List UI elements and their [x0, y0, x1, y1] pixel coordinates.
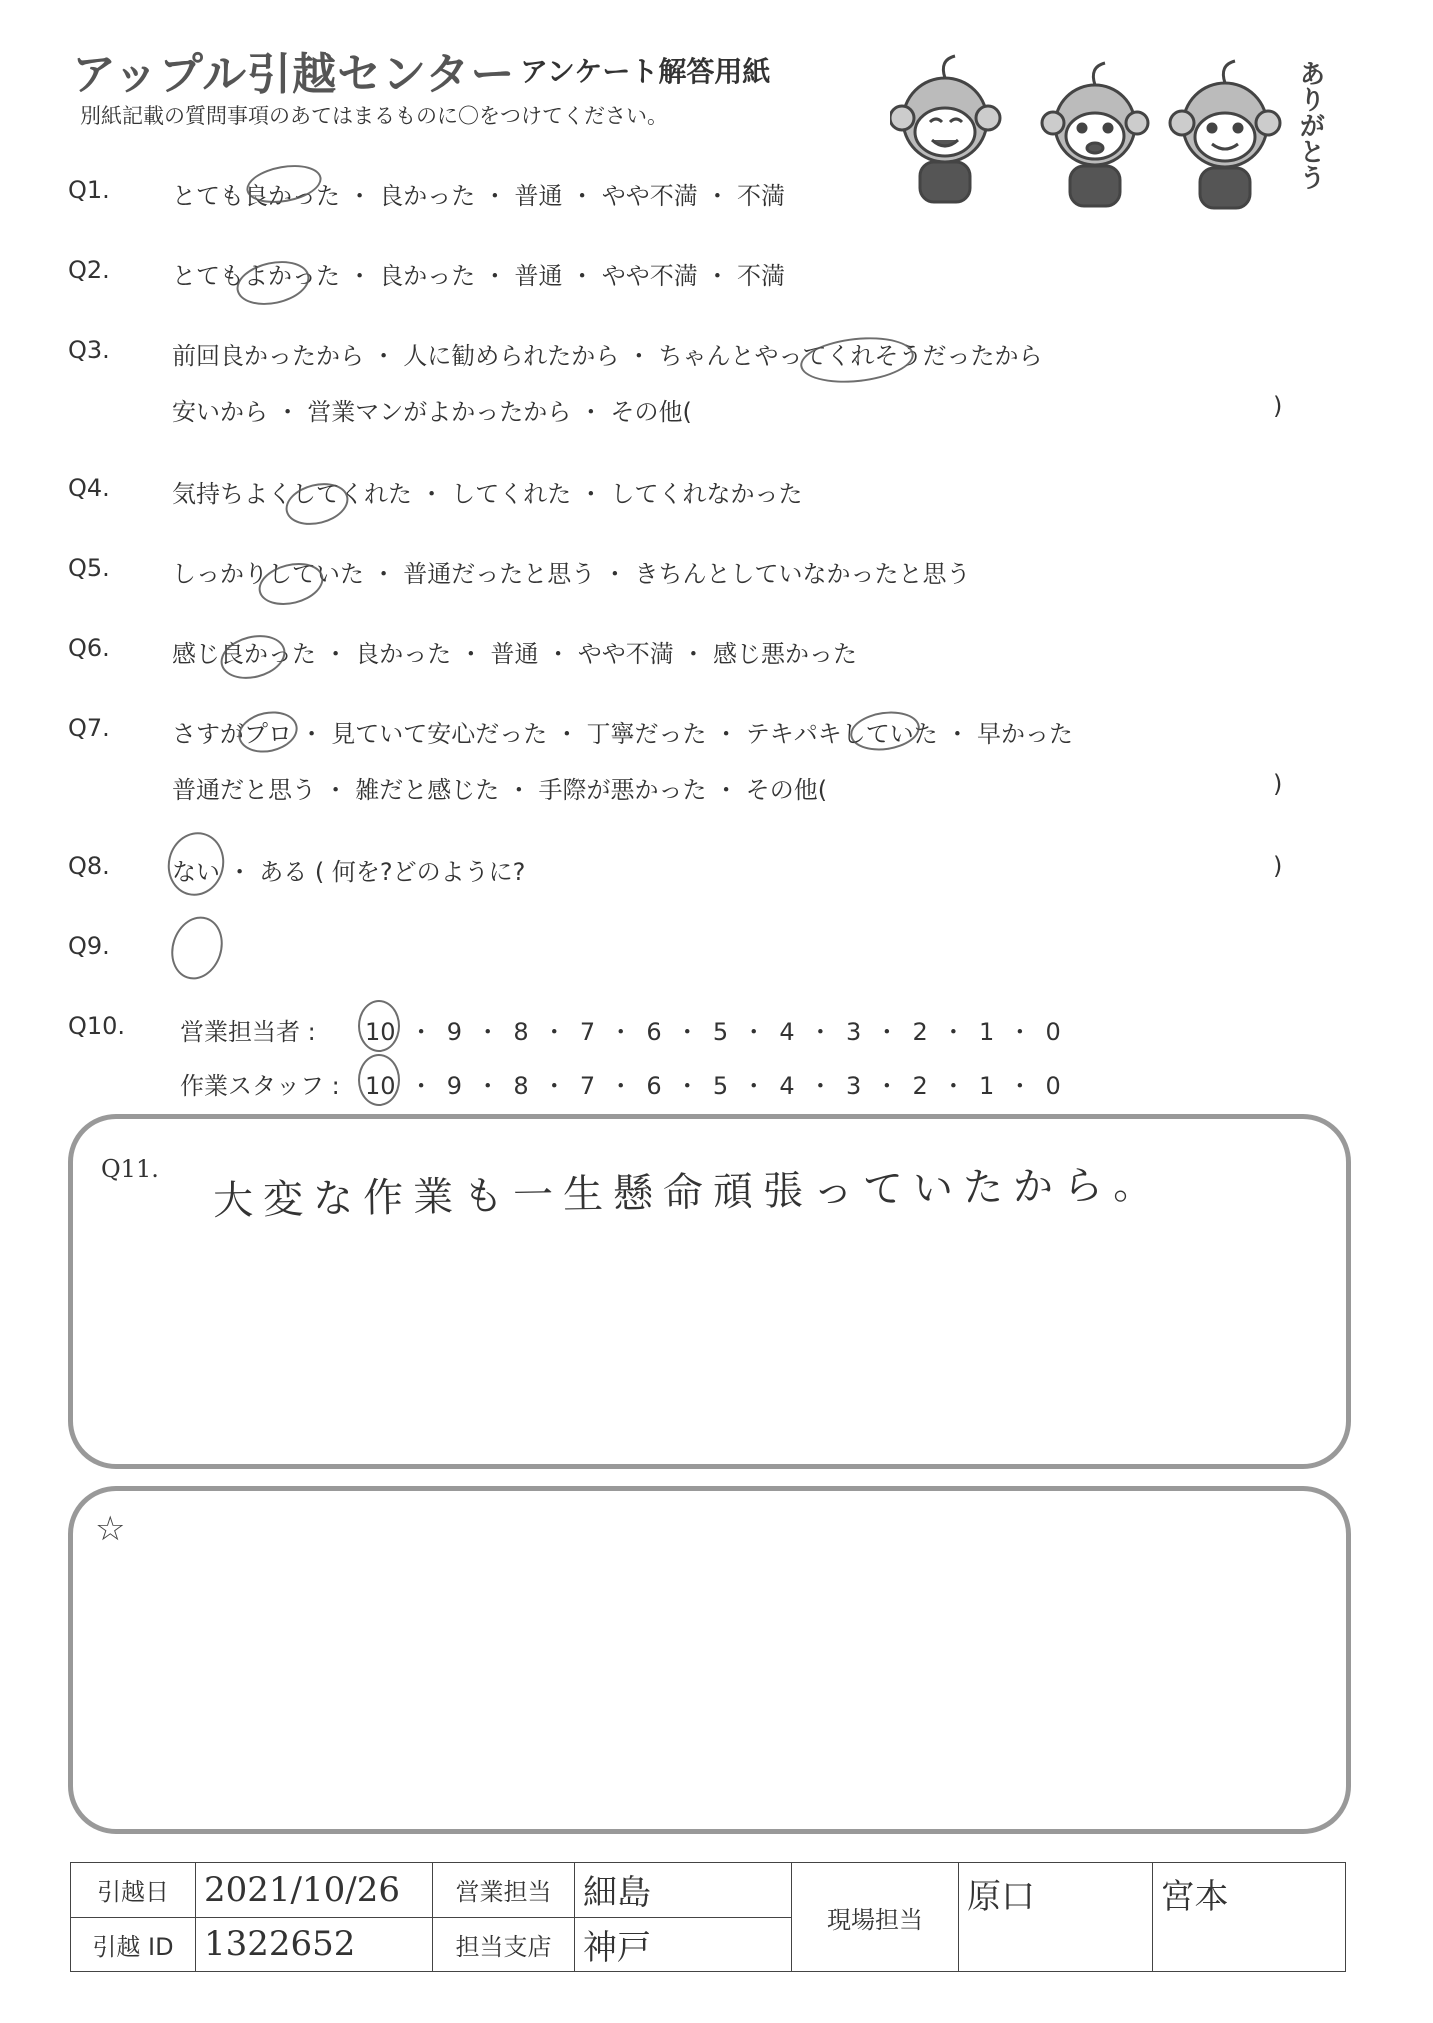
q7-number: Q7. — [68, 714, 110, 742]
branch-label: 担当支店 — [433, 1917, 575, 1972]
q11-answer-box — [68, 1114, 1351, 1469]
q3-number: Q3. — [68, 336, 110, 364]
sales-rep-label: 営業担当 — [433, 1863, 575, 1918]
q9-answer-circle — [163, 910, 230, 986]
move-id-label: 引越 ID — [71, 1917, 196, 1972]
star-comment-box — [68, 1486, 1351, 1834]
q8-number: Q8. — [68, 852, 110, 880]
brand-name: アップル引越センター — [72, 49, 516, 100]
q8-options: ない ・ ある ( 何を?どのように? — [172, 858, 526, 886]
q10-number: Q10. — [68, 1012, 126, 1040]
q6-number: Q6. — [68, 634, 110, 662]
q10-staff-label: 作業スタッフ : — [180, 1072, 340, 1100]
q2-number: Q2. — [68, 256, 110, 284]
q11-handwritten-answer: 大変な作業も一生懸命頑張っていたから。 — [212, 1161, 1164, 1225]
q10-sales-scale: 10 ・ 9 ・ 8 ・ 7 ・ 6 ・ 5 ・ 4 ・ 3 ・ 2 ・ 1 ・ 0 — [365, 1018, 1061, 1046]
q10-staff-scale: 10 ・ 9 ・ 8 ・ 7 ・ 6 ・ 5 ・ 4 ・ 3 ・ 2 ・ 1 ・ 0 — [365, 1072, 1061, 1100]
instruction-text: 別紙記載の質問事項のあてはまるものに〇をつけてください。 — [80, 104, 668, 128]
site-staff-label: 現場担当 — [792, 1863, 959, 1972]
q4-number: Q4. — [68, 474, 110, 502]
q11-label: Q11. — [101, 1155, 159, 1183]
q7-options-line1: さすがプロ ・ 見ていて安心だった ・ 丁寧だった ・ テキパキしていた ・ 早かった — [172, 720, 1074, 748]
q7-options-line2: 普通だと思う ・ 雑だと感じた ・ 手際が悪かった ・ その他( — [172, 776, 828, 804]
q2-options: とてもよかった ・ 良かった ・ 普通 ・ やや不満 ・ 不満 — [172, 262, 786, 290]
q1-options: とても良かった ・ 良かった ・ 普通 ・ やや不満 ・ 不満 — [172, 182, 786, 210]
q8-answer-circle — [161, 826, 231, 902]
site-staff-1: 原口 — [959, 1863, 1153, 1972]
branch-value: 神戸 — [575, 1917, 792, 1972]
q10-sales-answer-circle — [358, 1000, 400, 1052]
q6-options: 感じ良かった ・ 良かった ・ 普通 ・ やや不満 ・ 感じ悪かった — [172, 640, 858, 668]
sales-rep-value: 細島 — [575, 1863, 792, 1918]
q3-close-paren: ) — [1273, 392, 1283, 420]
move-info-table — [70, 1862, 1346, 1972]
q1-number: Q1. — [68, 176, 110, 204]
q3-options-line1: 前回良かったから ・ 人に勧められたから ・ ちゃんとやってくれそうだったから — [172, 342, 1043, 370]
form-title: アンケート解答用紙 — [520, 55, 771, 88]
move-id-value: 1322652 — [196, 1917, 433, 1972]
site-staff-2: 宮本 — [1152, 1863, 1346, 1972]
q5-options: しっかりしていた ・ 普通だったと思う ・ きちんとしていなかったと思う — [172, 560, 971, 588]
move-date-value: 2021/10/26 — [196, 1863, 433, 1918]
q9-number: Q9. — [68, 932, 110, 960]
q10-sales-label: 営業担当者 : — [180, 1018, 316, 1046]
thanks-text: ありがとう — [1295, 60, 1325, 190]
star-icon: ☆ — [95, 1509, 126, 1549]
q10-staff-answer-circle — [358, 1054, 400, 1106]
move-date-label: 引越日 — [71, 1863, 196, 1918]
q3-options-line2: 安いから ・ 営業マンがよかったから ・ その他( — [172, 398, 692, 426]
q8-close-paren: ) — [1273, 852, 1283, 880]
monkey-mascots-illustration — [890, 40, 1340, 220]
q7-close-paren: ) — [1273, 770, 1283, 798]
q4-options: 気持ちよくしてくれた ・ してくれた ・ してくれなかった — [172, 480, 803, 508]
q5-number: Q5. — [68, 554, 110, 582]
